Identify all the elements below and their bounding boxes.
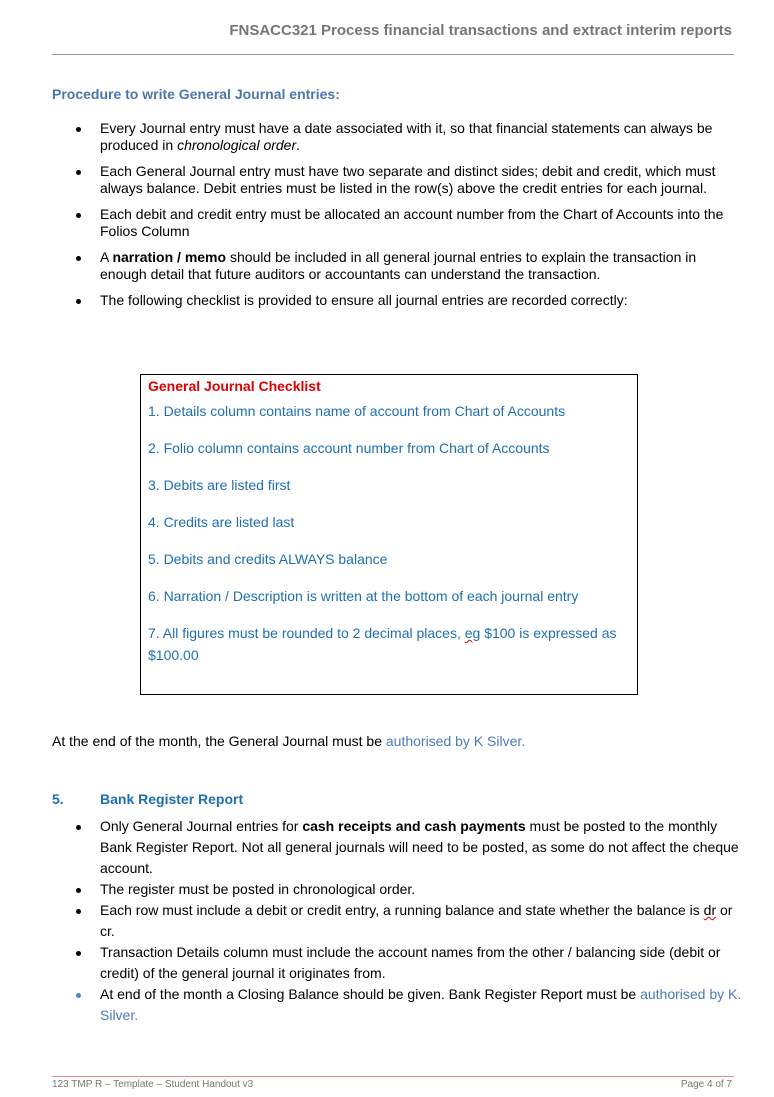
spellcheck-underlined-word: eg (464, 625, 481, 641)
procedure-bullet-5 (52, 292, 742, 309)
footer-document-id: 123 TMP R – Template – Student Handout v3 (52, 1079, 254, 1090)
bullet-icon (76, 825, 81, 830)
bullet-text: A (100, 249, 113, 265)
bank-register-bullet-2 (52, 879, 742, 900)
header-divider (52, 54, 734, 55)
bullet-text: Each General Journal entry must have two separate and distinct sides; debit and credit, which must always balance. Debit entries must be listed in the row(s) above the credit entries for each journal. (100, 163, 716, 196)
procedure-bullet-4 (52, 249, 742, 283)
bullet-icon (76, 299, 81, 304)
spellcheck-underlined-word: dr (703, 902, 717, 918)
bullet-text-end: . (296, 137, 301, 153)
section-title: Bank Register Report (100, 791, 244, 807)
bullet-text-end: or cr. (100, 902, 733, 939)
bullet-text: Only General Journal entries for (100, 818, 303, 834)
checklist-item-5: 5. Debits and credits ALWAYS balance (148, 551, 388, 567)
bullet-bold: narration / memo (112, 249, 227, 265)
bullet-text: The register must be posted in chronological order. (100, 881, 416, 897)
document-header-title: FNSACC321 Process financial transactions and extract interim reports (229, 22, 732, 39)
bullet-icon (76, 256, 81, 261)
bullet-icon (76, 127, 81, 132)
procedure-bullet-list (52, 120, 742, 318)
authorisation-highlight: authorised by K Silver. (385, 733, 526, 749)
bullet-bold: cash receipts and cash payments (302, 818, 526, 834)
bullet-icon (76, 993, 81, 998)
checklist-item-7-text: 7. All figures must be rounded to 2 decimal places, (148, 625, 465, 641)
bank-register-bullet-3 (52, 900, 742, 942)
section-number: 5. (52, 791, 64, 807)
bullet-icon (76, 888, 81, 893)
bank-register-bullet-list (52, 816, 742, 1026)
checklist-item-2: 2. Folio column contains account number from Chart of Accounts (148, 440, 550, 456)
checklist-item-1: 1. Details column contains name of account from Chart of Accounts (148, 403, 566, 419)
checklist-item-4: 4. Credits are listed last (148, 514, 295, 530)
footer-divider (52, 1076, 734, 1077)
bullet-text: At end of the month a Closing Balance should be given. Bank Register Report must be (100, 986, 641, 1002)
bullet-text-end: must be posted to the monthly Bank Register Report. Not all general journals will need to be posted, as some do not affect the cheque account. (100, 818, 739, 876)
checklist-item-7 (148, 622, 628, 666)
bank-register-bullet-4 (52, 942, 742, 984)
bullet-text: The following checklist is provided to ensure all journal entries are recorded correctly: (100, 292, 628, 308)
footer-page-number: Page 4 of 7 (680, 1079, 732, 1090)
authorisation-text: At the end of the month, the General Journal must be (52, 733, 386, 749)
procedure-bullet-3 (52, 206, 742, 240)
checklist-item-3: 3. Debits are listed first (148, 477, 291, 493)
bullet-text: Each row must include a debit or credit entry, a running balance and state whether the balance is (100, 902, 704, 918)
procedure-heading: Procedure to write General Journal entries: (52, 86, 340, 102)
general-journal-checklist-box (140, 374, 638, 695)
authorisation-highlight: authorised by K. Silver. (100, 986, 742, 1023)
bullet-text-end: should be included in all general journal entries to explain the transaction in enough detail that future auditors or accountants can understand the transaction. (100, 249, 697, 282)
bullet-text: Transaction Details column must include the account names from the other / balancing side (debit or credit) of the general journal it originates from. (100, 944, 721, 981)
checklist-title: General Journal Checklist (148, 378, 321, 394)
bullet-icon (76, 951, 81, 956)
bullet-text: Every Journal entry must have a date associated with it, so that financial statements can always be produced in (100, 120, 713, 153)
procedure-bullet-2 (52, 163, 742, 197)
checklist-item-6: 6. Narration / Description is written at the bottom of each journal entry (148, 588, 579, 604)
authorisation-sentence (52, 733, 525, 749)
bullet-icon (76, 170, 81, 175)
checklist-item-7-text-end: $100 is expressed as $100.00 (148, 625, 617, 663)
bullet-icon (76, 909, 81, 914)
bank-register-bullet-1 (52, 816, 742, 879)
bullet-icon (76, 213, 81, 218)
bullet-emphasis: chronological order (177, 137, 297, 153)
bullet-text: Each debit and credit entry must be allocated an account number from the Chart of Accounts into the Folios Column (100, 206, 724, 239)
bank-register-bullet-5 (52, 984, 742, 1026)
procedure-bullet-1 (52, 120, 742, 154)
